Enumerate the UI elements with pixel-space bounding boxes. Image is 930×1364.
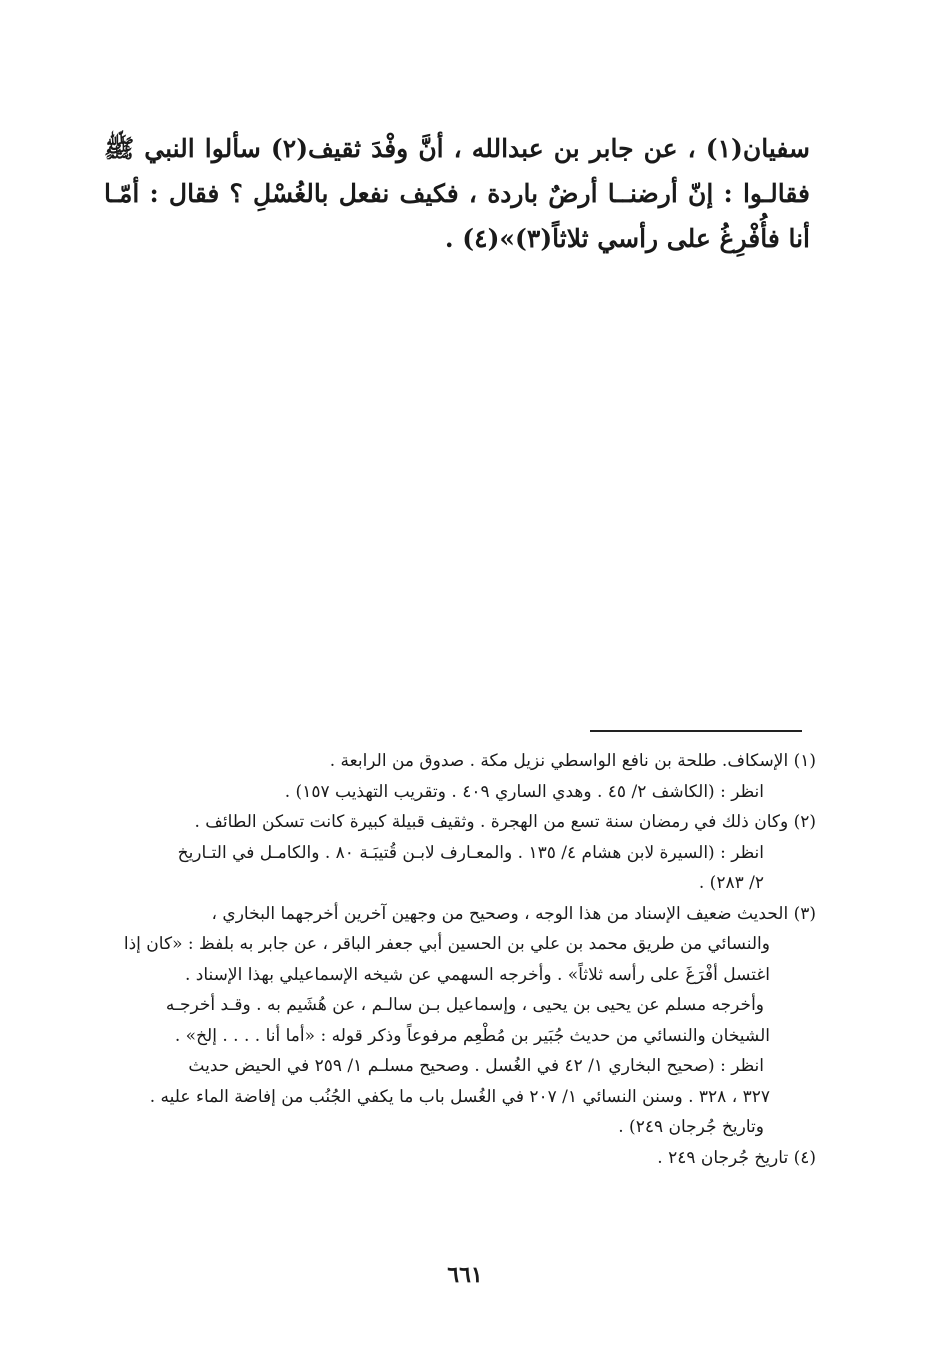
footnote-1-line-2: انظر : (الكاشف ٢/ ٤٥ . وهدي الساري ٤٠٩ . وتقريب التهذيب ١٥٧) . [284, 781, 764, 802]
footnote-3-line-8: وتاريخ جُرجان ٢٤٩) . [618, 1117, 764, 1137]
footnote-2-line-3: ٢/ ٢٨٣) . [698, 873, 764, 893]
footnote-1-line-1: (١) الإسكاف. طلحة بن نافع الواسطي نزيل مكة . صدوق من الرابعة . [329, 751, 816, 771]
footnote-3-line-7: ٣٢٧ ، ٣٢٨ . وسنن النسائي ١/ ٢٠٧ في الغُسل باب ما يكفي الجُنُب من إفاضة الماء عليه . [149, 1086, 770, 1107]
footnote-3-line-1: (٣) الحديث ضعيف الإسناد من هذا الوجه ، وصحيح من وجهين آخرين أخرجهما البخاري ، [211, 903, 816, 924]
main-text-block [104, 126, 810, 261]
footnote-3-line-2: والنسائي من طريق محمد بن علي بن الحسين أبي جعفر الباقر ، عن جابر به بلفظ : «كان إذا [123, 934, 770, 954]
page-number: ٦٦١ [447, 1262, 483, 1288]
footnote-separator [590, 730, 802, 732]
footnote-3-line-4: وأخرجه مسلم عن يحيى بن يحيى ، وإسماعيل بـن سالـم ، عن هُشَيم به . وقـد أخرجـه [165, 995, 764, 1015]
footnote-4-line-1: (٤) تاريخ جُرجان ٢٤٩ . [657, 1147, 816, 1168]
footnote-2-line-1: (٢) وكان ذلك في رمضان سنة تسع من الهجرة . وثقيف قبيلة كبيرة كانت تسكن الطائف . [194, 812, 816, 832]
footnote-3-line-3: اغتسل أفْرَغَ على رأسه ثلاثاً» . وأخرجه السهمي عن شيخه الإسماعيلي بهذا الإسناد . [184, 964, 770, 985]
footnote-3-line-5: الشيخان والنسائي من حديث جُبَير بن مُطْعِم مرفوعاً وذكر قوله : «أما أنا . . . . إلخ» . [174, 1025, 770, 1046]
footnote-2-line-2: انظر : (السيرة لابن هشام ٤/ ١٣٥ . والمعـارف لابـن قُتيبَـة ٨٠ . والكامـل في التـاريخ [177, 842, 764, 863]
footnote-3-line-6: انظر : (صحيح البخاري ١/ ٤٢ في الغُسل . وصحيح مسلـم ١/ ٢٥٩ في الحيض حديث [188, 1056, 764, 1076]
main-paragraph: سفيان(١) ، عن جابر بن عبدالله ، أنَّ وفْدَ ثقيف(٢) سألوا النبي ﷺ فقالـوا : إنّ أرضنــا أرضٌ باردة ، فكيف نفعل بالغُسْلِ ؟ فقال : أمّـا أنا فأُفْرِغُ على رأسي ثلاثاً(٣)»(٤) . [104, 134, 810, 253]
footnotes-block [104, 746, 816, 1173]
